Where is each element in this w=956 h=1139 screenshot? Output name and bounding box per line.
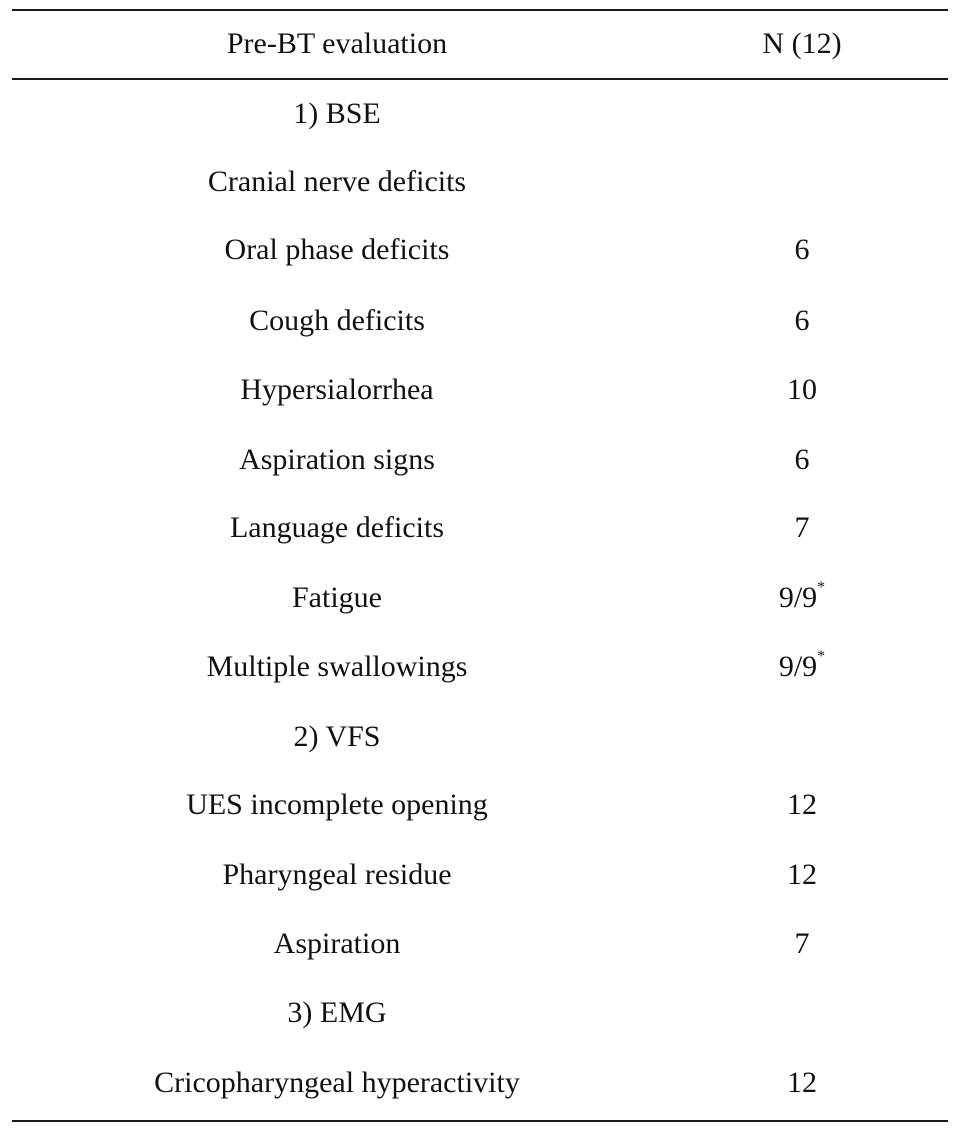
row-value: 6 [794, 443, 810, 476]
footnote-marker: * [817, 579, 826, 596]
table-row [12, 508, 948, 548]
table-row [12, 578, 948, 618]
row-value: 12 [787, 788, 817, 821]
row-value: 12 [787, 1066, 817, 1099]
section-label-bse: 1) BSE [293, 97, 381, 130]
row-label: Cranial nerve deficits [207, 165, 467, 198]
row-value: 9/9* [778, 648, 826, 683]
table-row [12, 370, 948, 410]
row-label: UES incomplete opening [186, 788, 488, 821]
table-row [12, 785, 948, 825]
row-value: 12 [787, 858, 817, 891]
row-label: Hypersialorrhea [240, 373, 434, 406]
table-bottom-rule [12, 1120, 948, 1122]
row-value: 10 [787, 373, 817, 406]
table-top-rule [12, 9, 948, 11]
row-value: 6 [794, 233, 810, 266]
table-row [12, 647, 948, 687]
section-label-emg: 3) EMG [287, 996, 387, 1029]
table-row [12, 162, 948, 202]
header-evaluation: Pre-BT evaluation [226, 27, 448, 60]
row-value: 7 [794, 927, 810, 960]
table-row [12, 1063, 948, 1103]
table-row [12, 301, 948, 341]
table-header-row [12, 24, 948, 64]
row-label: Aspiration [273, 927, 401, 960]
row-label: Fatigue [292, 581, 382, 614]
row-label: Pharyngeal residue [222, 858, 452, 891]
table-row [12, 230, 948, 270]
row-label: Cough deficits [249, 304, 425, 337]
table-row [12, 993, 948, 1033]
table-header-rule [12, 78, 948, 80]
row-label: Oral phase deficits [224, 233, 450, 266]
row-value: 9/9* [778, 579, 826, 614]
footnote-marker: * [817, 648, 826, 665]
row-label: Aspiration signs [239, 443, 435, 476]
table-row [12, 94, 948, 134]
section-label-vfs: 2) VFS [293, 720, 381, 753]
row-label: Language deficits [229, 511, 445, 544]
table-row [12, 855, 948, 895]
table-row [12, 717, 948, 757]
row-value: 6 [794, 304, 810, 337]
row-label: Cricopharyngeal hyperactivity [154, 1066, 520, 1099]
table-row [12, 924, 948, 964]
row-label: Multiple swallowings [206, 650, 468, 683]
table-row [12, 440, 948, 480]
header-count: N (12) [762, 27, 842, 60]
row-value: 7 [794, 511, 810, 544]
